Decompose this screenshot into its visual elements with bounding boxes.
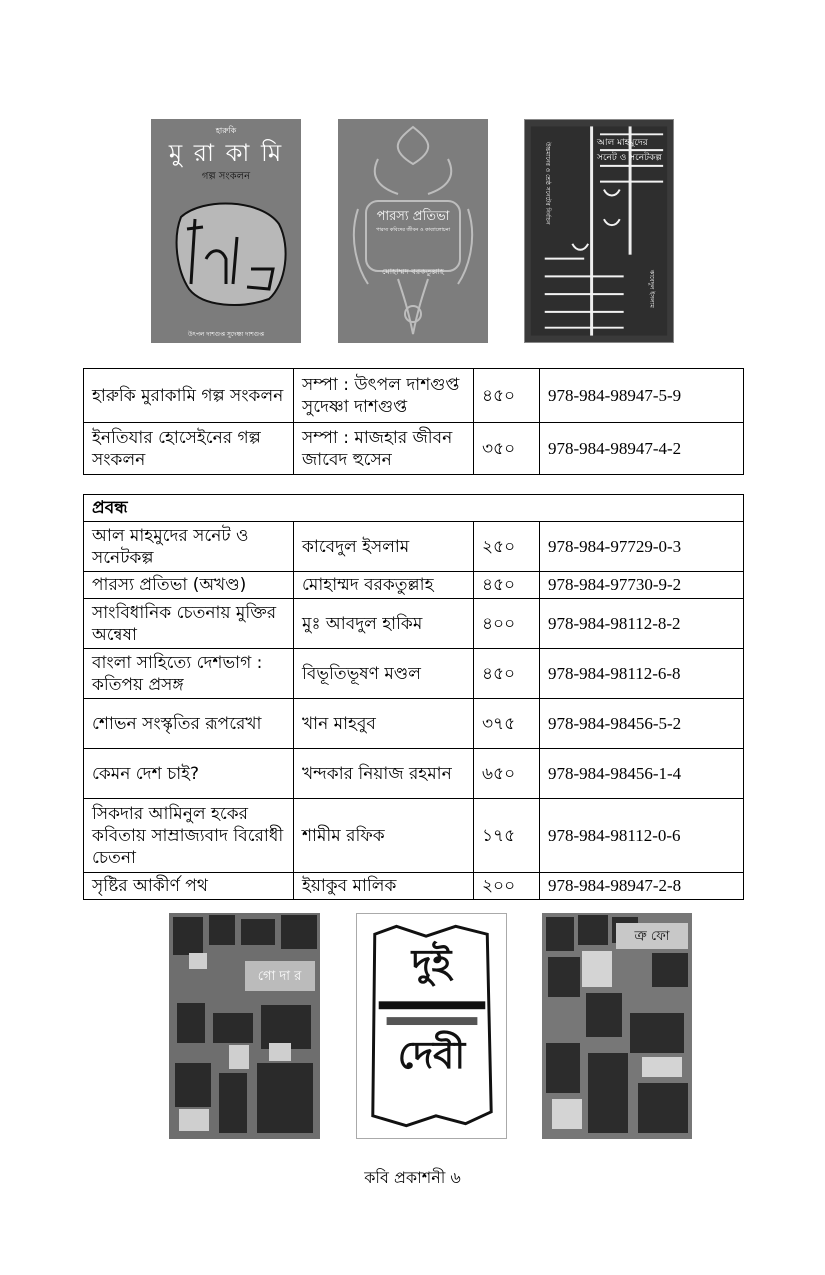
book-author: সম্পা : উৎপল দাশগুপ্ত সুদেষ্ণা দাশগুপ্ত <box>294 369 474 423</box>
book-isbn: 978-984-98456-5-2 <box>540 699 744 749</box>
book-author: মোহাম্মদ বরকতুল্লাহ <box>294 572 474 599</box>
book-price: ৪৫০ <box>474 572 540 599</box>
book-isbn: 978-984-97730-9-2 <box>540 572 744 599</box>
section-heading: প্রবন্ধ <box>84 495 744 522</box>
photo-collage <box>169 913 320 1139</box>
book-title: সাংবিধানিক চেতনায় মুক্তির অন্বেষা <box>84 599 294 649</box>
cover-title-top: দুই <box>411 941 452 985</box>
cover-subtitle: পারস্য কবিদের জীবন ও কাব্যালোচনা <box>375 227 451 233</box>
table-row <box>84 873 744 900</box>
cover-top-label: হারুকি <box>215 126 237 135</box>
book-author: বিভূতিভূষণ মণ্ডল <box>294 649 474 699</box>
book-price: ৪০০ <box>474 599 540 649</box>
book-isbn: 978-984-98947-2-8 <box>540 873 744 900</box>
book-price: ৪৫০ <box>474 649 540 699</box>
book-author: খন্দকার নিয়াজ রহমান <box>294 749 474 799</box>
table-row <box>84 749 744 799</box>
book-author: ইয়াকুব মালিক <box>294 873 474 900</box>
table-row <box>84 599 744 649</box>
book-price: ৩৭৫ <box>474 699 540 749</box>
cover-author: মোহাম্মদ বরকতুল্লাহ <box>382 267 444 276</box>
book-author: সম্পা : মাজহার জীবন জাবেদ হুসেন <box>294 423 474 475</box>
book-isbn: 978-984-98112-0-6 <box>540 799 744 873</box>
cover-title: আল মাহমুদের সনেট ও সনেটকল্প <box>597 138 662 163</box>
table-row <box>84 799 744 873</box>
book-price: ১৭৫ <box>474 799 540 873</box>
cover-title: গো দা র <box>257 969 302 984</box>
book-title: সৃষ্টির আকীর্ণ পথ <box>84 873 294 900</box>
book-cover-al-mahmud-sonnet <box>524 119 674 343</box>
cover-title: পারস্য প্রতিভা <box>376 209 450 224</box>
book-title: ইনতিযার হোসেইনের গল্প সংকলন <box>84 423 294 475</box>
cover-credits: উৎপল দাশগুপ্ত সুদেষ্ণা দাশগুপ্ত <box>187 331 264 338</box>
book-price: ৪৫০ <box>474 369 540 423</box>
book-isbn: 978-984-98947-4-2 <box>540 423 744 475</box>
cover-author: কাবেদুল ইসলাম <box>648 270 655 308</box>
book-title: শোভন সংস্কৃতির রূপরেখা <box>84 699 294 749</box>
table-row <box>84 369 744 423</box>
table-row <box>84 522 744 572</box>
book-isbn: 978-984-98456-1-4 <box>540 749 744 799</box>
book-cover-dui-debi <box>356 913 507 1139</box>
book-cover-truffaut <box>542 913 692 1139</box>
page-footer: কবি প্রকাশনী ৬ <box>364 1168 461 1187</box>
book-title: সিকদার আমিনুল হকের কবিতায় সাম্রাজ্যবাদ বিরোধী চেতনা <box>84 799 294 873</box>
book-table-stories <box>83 368 744 475</box>
book-table-essays <box>83 494 744 900</box>
book-cover-godard <box>169 913 320 1139</box>
cover-title: মু রা কা মি <box>168 139 284 167</box>
table-row <box>84 649 744 699</box>
book-isbn: 978-984-98947-5-9 <box>540 369 744 423</box>
cover-vertical-text: উচ্চমানের ও শ্রেষ্ঠ সনেটের নির্বাচন <box>544 142 551 225</box>
table-row <box>84 423 744 475</box>
book-isbn: 978-984-98112-8-2 <box>540 599 744 649</box>
book-isbn: 978-984-98112-6-8 <box>540 649 744 699</box>
book-title: বাংলা সাহিত্যে দেশভাগ : কতিপয় প্রসঙ্গ <box>84 649 294 699</box>
book-title: হারুকি মুরাকামি গল্প সংকলন <box>84 369 294 423</box>
section-heading-row <box>84 495 744 522</box>
book-price: ৩৫০ <box>474 423 540 475</box>
book-author: মুঃ আবদুল হাকিম <box>294 599 474 649</box>
cover-subtitle: গল্প সংকলন <box>201 171 251 182</box>
book-cover-murakami <box>151 119 301 343</box>
cover-title: ত্রু ফো <box>634 929 670 944</box>
book-isbn: 978-984-97729-0-3 <box>540 522 744 572</box>
book-author: খান মাহবুব <box>294 699 474 749</box>
book-cover-parossho-protibha <box>338 119 488 343</box>
cover-title-bottom: দেবী <box>397 1033 466 1077</box>
book-title: পারস্য প্রতিভা (অখণ্ড) <box>84 572 294 599</box>
book-author: শামীম রফিক <box>294 799 474 873</box>
book-price: ২০০ <box>474 873 540 900</box>
book-price: ২৫০ <box>474 522 540 572</box>
table-row <box>84 699 744 749</box>
book-author: কাবেদুল ইসলাম <box>294 522 474 572</box>
table-row <box>84 572 744 599</box>
book-title: আল মাহমুদের সনেট ও সনেটকল্প <box>84 522 294 572</box>
book-price: ৬৫০ <box>474 749 540 799</box>
book-title: কেমন দেশ চাই? <box>84 749 294 799</box>
